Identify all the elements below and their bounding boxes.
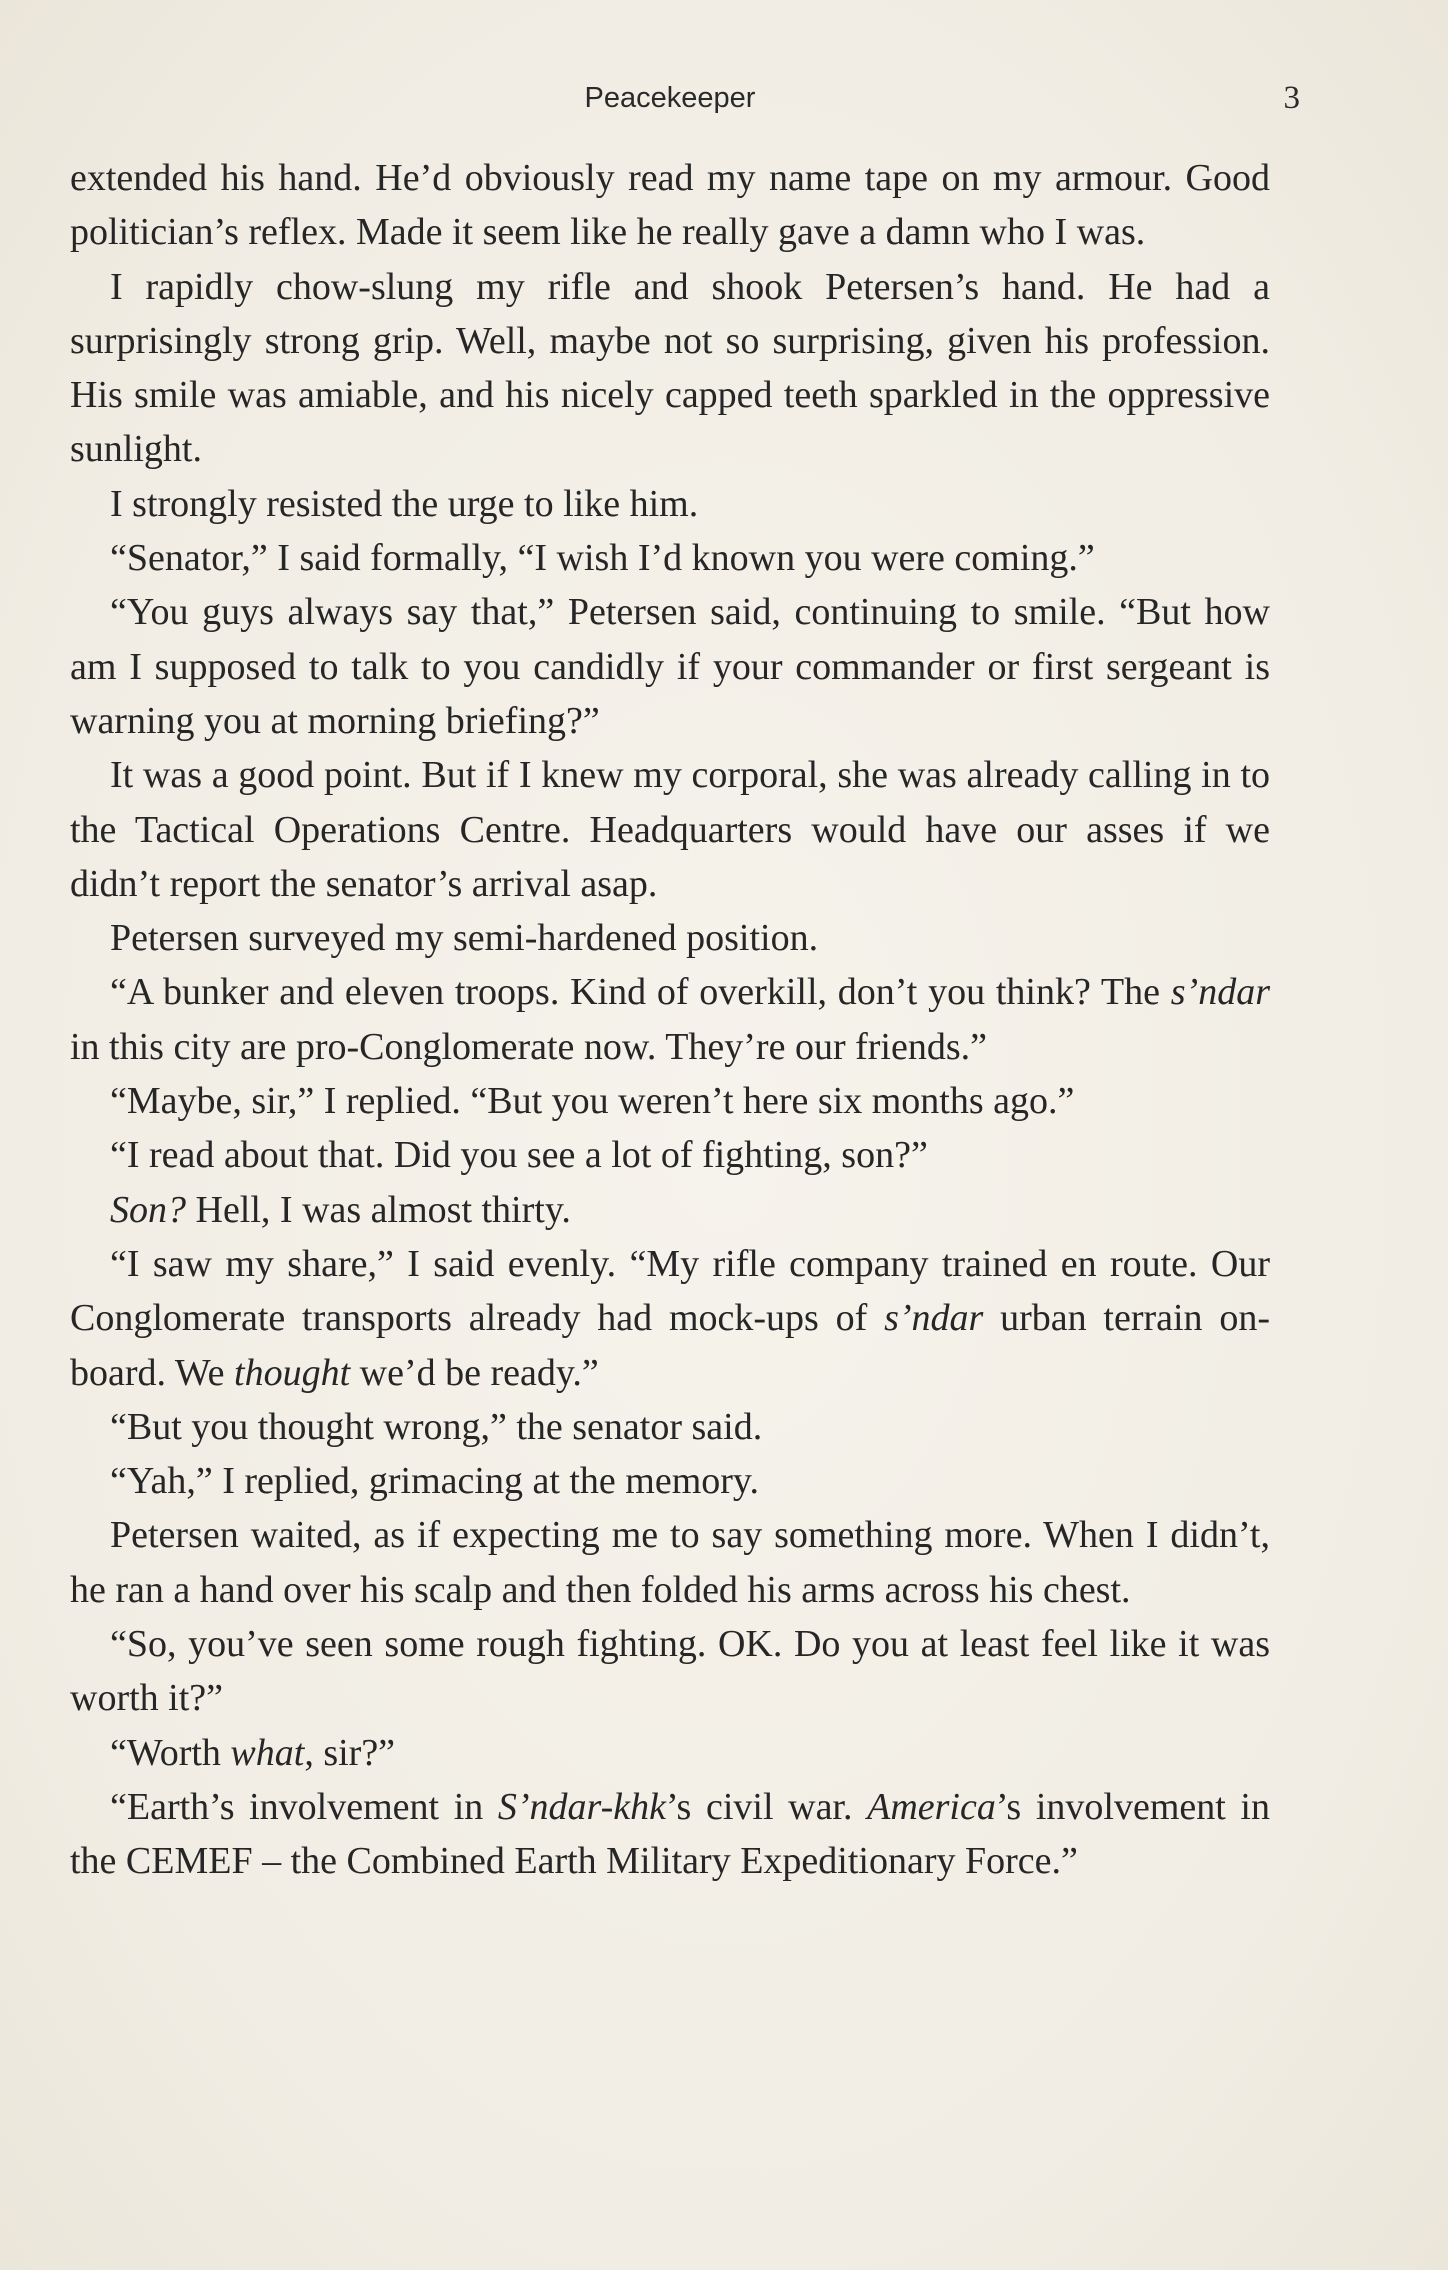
text-run: Hell, I was almost thirty. [186,1188,571,1231]
paragraph [70,748,1270,911]
italic-text: Son? [110,1188,186,1231]
text-run: Petersen waited, as if expecting me to say something more. When I didn’t, he ran a hand over his scalp and then folded his arms across his chest. [70,1514,1270,1611]
text-run: , sir?” [304,1731,396,1774]
paragraph [70,1400,1270,1454]
paragraph [70,1508,1270,1617]
body-text [70,151,1270,1889]
paragraph [70,1780,1270,1889]
text-run: in this city are pro-Conglomerate now. They’re our friends.” [70,1025,987,1068]
italic-text: S’ndar-khk [497,1785,666,1828]
paragraph [70,1726,1270,1780]
text-run: urban terrain on-board. We [70,1297,1270,1394]
paragraph [70,1128,1270,1182]
text-run: Petersen surveyed my semi-hardened position. [110,917,819,960]
paragraph [70,1454,1270,1508]
paragraph [70,1617,1270,1726]
text-run: “A bunker and eleven troops. Kind of overkill, don’t you think? The [110,971,1171,1014]
paragraph [70,477,1270,531]
running-head-title: Peacekeeper [584,82,756,114]
paragraph [70,965,1270,1074]
text-run: “I saw my share,” I said evenly. “My rifle company trained en route. Our Conglomerate transports already had mock-ups of [70,1242,1270,1340]
paragraph [70,531,1270,585]
paragraph [70,1237,1270,1400]
text-run: “Senator,” I said formally, “I wish I’d known you were coming.” [110,537,1095,580]
text-run: “So, you’ve seen some rough fighting. OK. Do you at least feel like it was worth it?” [70,1623,1270,1720]
paragraph [70,911,1270,965]
italic-text: s’ndar [1170,971,1270,1014]
text-run: “Earth’s involvement in [110,1785,498,1828]
text-run: “Maybe, sir,” I replied. “But you weren’t here six months ago.” [110,1080,1075,1123]
paragraph [70,1183,1270,1237]
text-run: ’s involvement in the CEMEF – the Combined Earth Military Expeditionary Force.” [70,1785,1270,1883]
text-run: “Yah,” I replied, grimacing at the memory. [110,1460,759,1503]
italic-text: s’ndar [884,1297,984,1340]
paragraph [70,1074,1270,1128]
italic-text: thought [234,1351,351,1394]
text-run: extended his hand. He’d obviously read my name tape on my armour. Good politician’s reflex. Made it seem like he really gave a damn who I was. [70,157,1270,254]
text-run: “Worth [110,1731,231,1774]
text-run: I strongly resisted the urge to like him. [110,482,699,525]
page-number: 3 [1283,80,1300,116]
text-run: It was a good point. But if I knew my corporal, she was already calling in to the Tactical Operations Centre. Headquarters would have our asses if we didn’t report the senator’s arrival asap. [70,754,1270,905]
text-run: “I read about that. Did you see a lot of fighting, son?” [110,1134,928,1177]
text-run: “You guys always say that,” Petersen said, continuing to smile. “But how am I supposed to talk to you candidly if your commander or first sergeant is warning you at morning briefing?” [70,591,1270,742]
text-run: “But you thought wrong,” the senator said. [110,1405,763,1448]
paragraph [70,260,1270,477]
text-run: I rapidly chow-slung my rifle and shook Petersen’s hand. He had a surprisingly strong grip. Well, maybe not so surprising, given his profession. His smile was amiable, and his nicely capped teeth sparkled in the oppressive sunlight. [70,265,1270,471]
paragraph [70,151,1270,260]
text-run: we’d be ready.” [350,1351,599,1394]
paragraph [70,585,1270,748]
italic-text: what [230,1731,305,1774]
text-run: ’s civil war. [665,1785,868,1828]
running-head [70,80,1300,122]
italic-text: America [867,1785,996,1828]
